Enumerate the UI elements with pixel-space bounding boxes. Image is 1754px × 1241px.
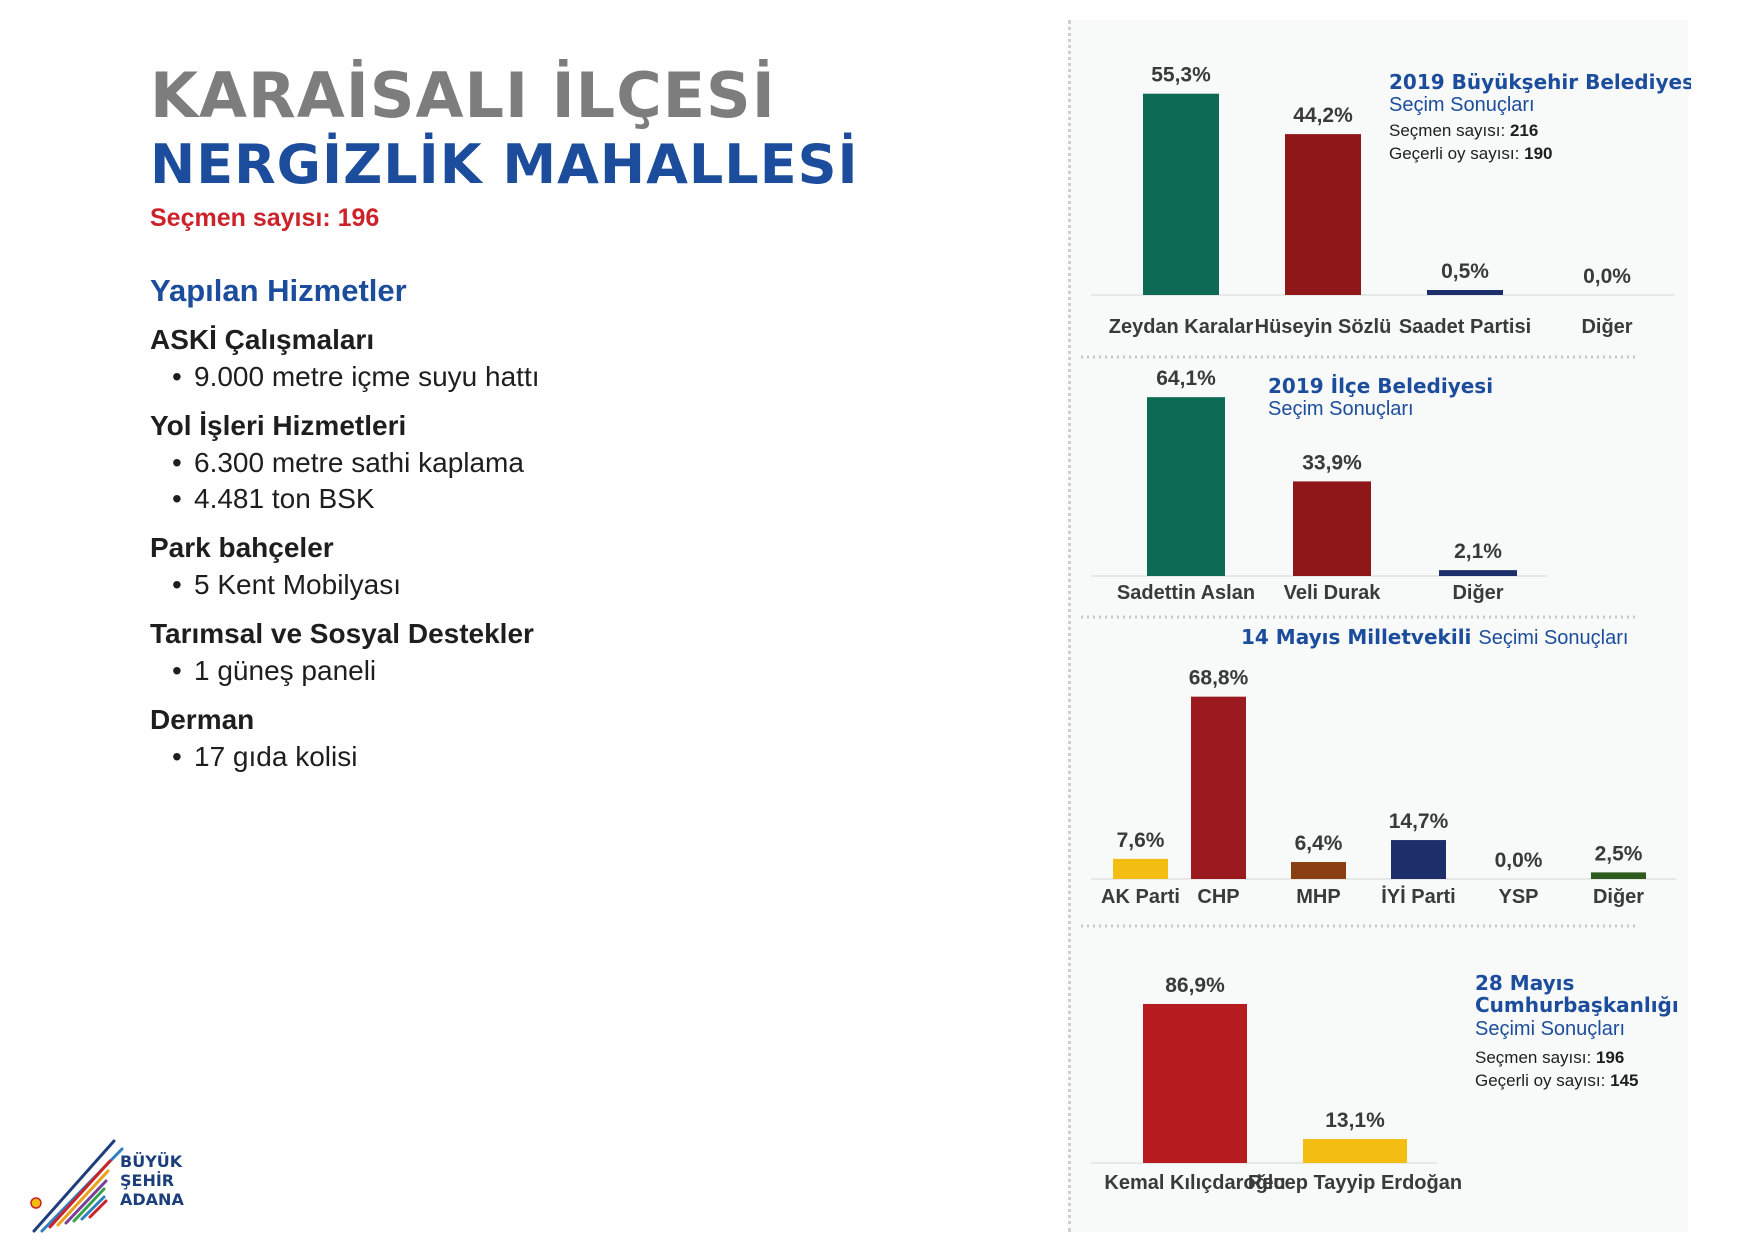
service-item-text: 9.000 metre içme suyu hattı xyxy=(194,361,540,392)
service-item-text: 17 gıda kolisi xyxy=(194,741,358,772)
category-label: CHP xyxy=(1197,886,1240,908)
logo-line3: ADANA xyxy=(120,1190,184,1209)
chart-info xyxy=(1475,1048,1624,1067)
service-item xyxy=(150,359,950,395)
service-item-text: 6.300 metre sathi kaplama xyxy=(194,447,524,478)
data-label: 6,4% xyxy=(1294,832,1343,856)
category-label: Kemal Kılıçdaroğlu xyxy=(1104,1172,1286,1194)
bar xyxy=(1293,481,1371,576)
service-item xyxy=(150,739,950,775)
bullet-icon: • xyxy=(172,741,182,772)
chart-title: 2019 Büyükşehir Belediyesi xyxy=(1389,70,1691,94)
service-group xyxy=(150,701,950,775)
election-charts xyxy=(1071,20,1691,1232)
data-label: 64,1% xyxy=(1156,367,1216,391)
bullet-icon: • xyxy=(172,655,182,686)
chart-subtitle: Seçimi Sonuçları xyxy=(1475,1018,1626,1040)
bar xyxy=(1143,1004,1247,1163)
bar xyxy=(1591,872,1646,879)
bar xyxy=(1439,570,1517,576)
service-heading: Tarımsal ve Sosyal Destekler xyxy=(150,618,534,649)
category-label: Diğer xyxy=(1581,316,1633,338)
service-item-text: 1 güneş paneli xyxy=(194,655,377,686)
category-label: AK Parti xyxy=(1101,886,1180,908)
data-label: 7,6% xyxy=(1116,828,1165,852)
category-label: MHP xyxy=(1296,886,1341,908)
voter-count-line xyxy=(150,204,950,233)
category-label: YSP xyxy=(1498,886,1539,908)
service-group xyxy=(150,615,950,689)
bullet-icon: • xyxy=(172,361,182,392)
bar xyxy=(1147,397,1225,576)
chart-info-value: 145 xyxy=(1610,1071,1639,1090)
chart-info-value: 196 xyxy=(1595,1048,1625,1067)
data-label: 68,8% xyxy=(1188,666,1249,690)
category-label: Hüseyin Sözlü xyxy=(1254,316,1392,338)
neighborhood-title: NERGİZLİK MAHALLESİ xyxy=(150,133,859,196)
chart-title-line2: Cumhurbaşkanlığı xyxy=(1475,993,1679,1017)
category-label: Sadettin Aslan xyxy=(1116,582,1256,604)
district-info xyxy=(150,60,950,775)
service-item xyxy=(150,567,950,603)
bar xyxy=(1143,94,1219,295)
data-label: 14,7% xyxy=(1388,810,1449,834)
chart-info xyxy=(1475,1071,1638,1090)
chart-subtitle: Seçim Sonuçları xyxy=(1268,398,1414,420)
bar xyxy=(1291,862,1346,879)
chart-subtitle: Seçim Sonuçları xyxy=(1389,94,1535,116)
logo-line2: ŞEHİR xyxy=(120,1171,175,1190)
chart-subtitle: Seçimi Sonuçları xyxy=(1478,627,1629,649)
bar xyxy=(1303,1139,1407,1163)
data-label: 33,9% xyxy=(1302,451,1362,475)
chart-info-label: Seçmen sayısı: xyxy=(1389,121,1510,140)
service-item xyxy=(150,445,950,481)
chart-info xyxy=(1389,144,1552,163)
category-label: Veli Durak xyxy=(1283,582,1381,604)
category-label: Zeydan Karalar xyxy=(1108,316,1254,338)
logo-text xyxy=(120,1152,184,1209)
category-label: Recep Tayyip Erdoğan xyxy=(1247,1172,1463,1194)
data-label: 2,5% xyxy=(1594,842,1643,866)
bullet-icon: • xyxy=(172,447,182,478)
chart-title: 2019 İlçe Belediyesi xyxy=(1268,374,1494,398)
category-label: İYİ Parti xyxy=(1381,886,1456,908)
data-label: 86,9% xyxy=(1165,973,1225,997)
service-group xyxy=(150,529,950,603)
data-label: 44,2% xyxy=(1293,104,1353,128)
chart-info-label: Geçerli oy sayısı: xyxy=(1389,144,1525,163)
service-group xyxy=(150,407,950,517)
service-item-text: 5 Kent Mobilyası xyxy=(194,569,401,600)
chart-info-label: Seçmen sayısı: xyxy=(1475,1048,1596,1067)
service-item xyxy=(150,481,950,517)
voter-count-value: 196 xyxy=(337,204,380,232)
service-group xyxy=(150,321,950,395)
election-results-panel xyxy=(1068,20,1691,1232)
category-label: Diğer xyxy=(1592,886,1645,908)
category-label: Diğer xyxy=(1452,582,1504,604)
bar xyxy=(1113,859,1168,879)
service-heading: ASKİ Çalışmaları xyxy=(150,324,375,355)
bullet-icon: • xyxy=(172,483,182,514)
bar xyxy=(1427,290,1503,295)
service-heading: Yol İşleri Hizmetleri xyxy=(150,410,407,441)
bullet-icon: • xyxy=(172,569,182,600)
category-label: Saadet Partisi xyxy=(1398,316,1532,338)
services-list xyxy=(150,321,950,775)
chart-info-value: 190 xyxy=(1524,144,1553,163)
district-title: KARAİSALI İLÇESİ xyxy=(150,59,776,132)
voter-count-label: Seçmen sayısı: xyxy=(150,204,331,232)
data-label: 0,0% xyxy=(1583,265,1631,288)
data-label: 0,0% xyxy=(1494,849,1543,872)
bar xyxy=(1191,697,1246,879)
chart-title-main: 14 Mayıs Milletvekili xyxy=(1241,625,1479,649)
data-label: 55,3% xyxy=(1151,63,1211,87)
service-heading: Park bahçeler xyxy=(150,532,334,563)
service-item xyxy=(150,653,950,689)
service-item-text: 4.481 ton BSK xyxy=(194,483,375,514)
bar xyxy=(1285,134,1361,295)
logo-line1: BÜYÜK xyxy=(120,1152,183,1171)
data-label: 0,5% xyxy=(1441,260,1489,283)
service-heading: Derman xyxy=(150,704,255,735)
services-title: Yapılan Hizmetler xyxy=(150,273,407,308)
chart-info-value: 216 xyxy=(1509,121,1539,140)
data-label: 13,1% xyxy=(1325,1109,1385,1133)
chart-title xyxy=(1241,625,1628,649)
bar xyxy=(1391,840,1446,879)
data-label: 2,1% xyxy=(1454,540,1502,564)
chart-info-label: Geçerli oy sayısı: xyxy=(1475,1071,1611,1090)
chart-title-line1: 28 Mayıs xyxy=(1475,971,1575,995)
chart-info xyxy=(1389,121,1538,140)
